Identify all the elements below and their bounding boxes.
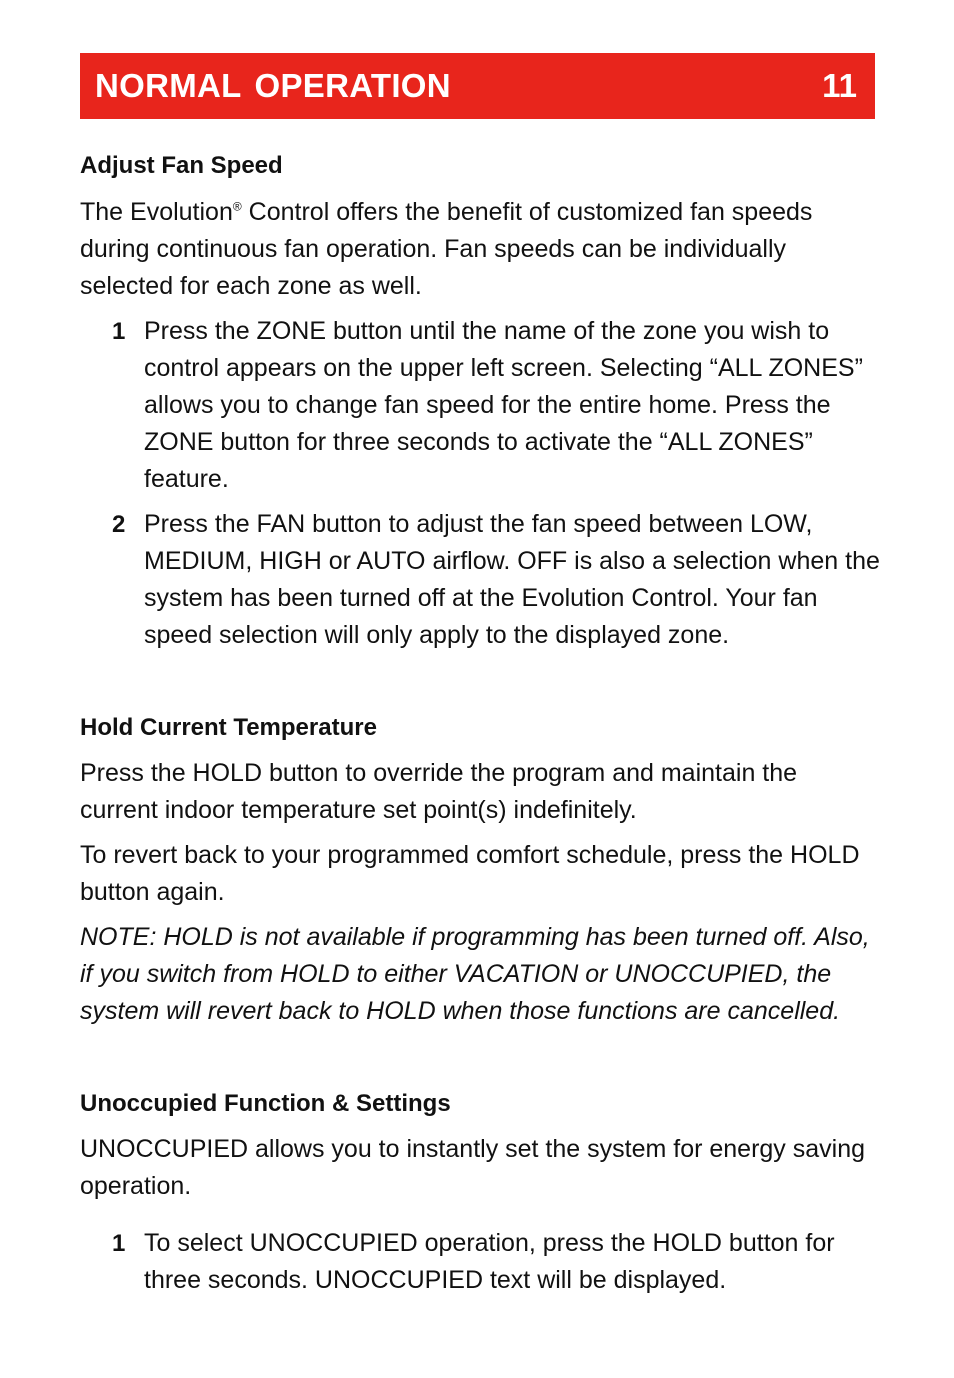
steps-list [80, 313, 880, 654]
step-text: Press the FAN button to adjust the fan speed between LOW, MEDIUM, HIGH or AUTO airflow. OFF is also a selection when the system has been turned off at the Evolution Control. Your fan speed selection will only apply to the displayed zone. [144, 510, 880, 649]
section-intro [80, 194, 880, 305]
section-heading: Unoccupied Function & Settings [80, 1090, 451, 1117]
section-heading: Hold Current Temperature [80, 714, 377, 741]
step-text: To select UNOCCUPIED operation, press the HOLD button for three seconds. UNOCCUPIED text will be displayed. [144, 1229, 835, 1294]
page-content [80, 148, 880, 1299]
section-paragraph: To revert back to your programmed comfort schedule, press the HOLD button again. [80, 841, 860, 906]
section-adjust-fan-speed [80, 148, 880, 654]
list-item [80, 1225, 880, 1299]
section-header-bar [80, 53, 875, 119]
registered-mark: ® [232, 199, 242, 214]
step-number: 2 [112, 511, 126, 538]
page-title: NORMAL OPERATION [95, 67, 451, 104]
step-number: 1 [112, 318, 126, 345]
list-item [80, 313, 880, 498]
intro-text-start: The Evolution [80, 198, 233, 226]
section-hold-current-temperature [80, 710, 880, 1030]
page-number: 11 [822, 67, 857, 104]
step-text: Press the ZONE button until the name of the zone you wish to control appears on the upper left screen. Selecting “ALL ZONES” allows you to change fan speed for the entire home. Press the ZONE button for three seconds to activate the “ALL ZONES” feature. [144, 317, 863, 493]
section-paragraph: UNOCCUPIED allows you to instantly set the system for energy saving operation. [80, 1135, 866, 1200]
section-heading: Adjust Fan Speed [80, 152, 283, 179]
list-item [80, 506, 880, 654]
section-paragraph: Press the HOLD button to override the program and maintain the current indoor temperature set point(s) indefinitely. [80, 759, 798, 824]
step-number: 1 [112, 1230, 126, 1257]
steps-list [80, 1225, 880, 1299]
section-unoccupied-function [80, 1086, 880, 1299]
intro-text-end: Control offers the benefit of customized fan speeds during continuous fan operation. Fan speeds can be individually selected for each zone as well. [80, 198, 813, 300]
note-text: NOTE: HOLD is not available if programming has been turned off. Also, if you switch from HOLD to either VACATION or UNOCCUPIED, the system will revert back to HOLD when those functions are cancelled. [80, 923, 870, 1025]
